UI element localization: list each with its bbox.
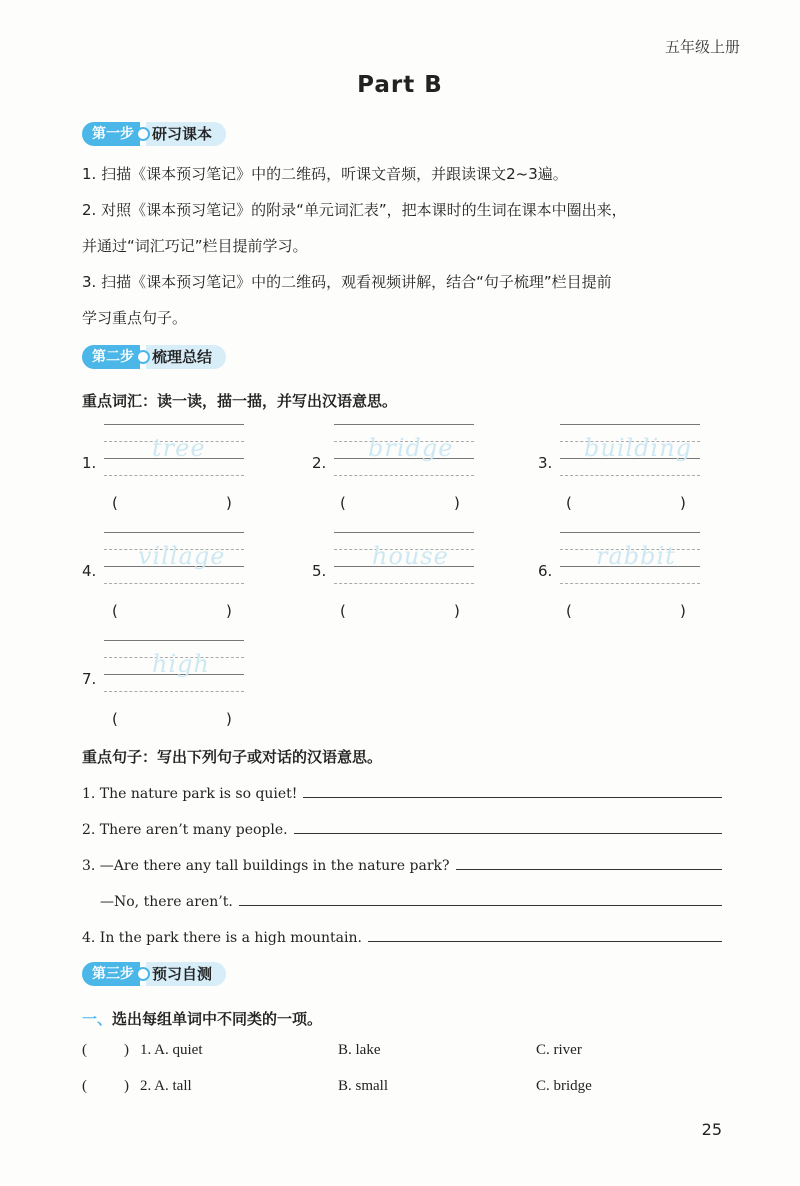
vocab-item-5 — [312, 532, 512, 642]
step-2-dot-icon — [136, 350, 150, 364]
answer-paren-close: ) — [226, 602, 232, 620]
step-2-header — [82, 345, 226, 369]
answer-paren-open: ( — [566, 602, 572, 620]
sentence-row — [100, 886, 722, 910]
choice-question-row — [82, 1078, 722, 1102]
instruction-line: 并通过“词汇巧记”栏目提前学习。 — [82, 237, 308, 255]
option-b: B. lake — [338, 1042, 381, 1058]
vocab-number: 1. — [82, 454, 97, 472]
step-2-label: 梳理总结 — [146, 345, 226, 369]
option-b: B. small — [338, 1078, 389, 1094]
step-1-label: 研习课本 — [146, 122, 226, 146]
answer-paren-open: ( — [566, 494, 572, 512]
step-2-tag: 第二步 — [82, 345, 140, 369]
section-title: 选出每组单词中不同类的一项。 — [112, 1010, 323, 1028]
grade-label: 五年级上册 — [664, 38, 740, 56]
answer-line[interactable] — [239, 905, 722, 906]
answer-paren-close: ) — [454, 602, 460, 620]
writing-grid[interactable] — [560, 424, 700, 476]
writing-grid[interactable] — [104, 532, 244, 584]
sentence-text: 1. The nature park is so quiet! — [82, 786, 298, 802]
sentence-text: 2. There aren’t many people. — [82, 822, 288, 838]
trace-word: rabbit — [596, 542, 676, 570]
writing-grid[interactable] — [334, 424, 474, 476]
writing-grid[interactable] — [104, 640, 244, 692]
vocab-item-7 — [82, 640, 282, 750]
answer-paren-open: ( — [340, 494, 346, 512]
writing-grid[interactable] — [104, 424, 244, 476]
step-3-dot-icon — [136, 967, 150, 981]
step-1-header — [82, 122, 226, 146]
answer-line[interactable] — [294, 833, 722, 834]
instruction-line: 1. 扫描《课本预习笔记》中的二维码，听课文音频，并跟读课文2~3遍。 — [82, 165, 568, 183]
option-a: 1. A. quiet — [140, 1042, 203, 1058]
trace-word: house — [372, 542, 449, 570]
answer-paren-open: ( — [112, 602, 118, 620]
sentences-heading: 重点句子：写出下列句子或对话的汉语意思。 — [82, 748, 383, 766]
answer-paren-close: ) — [124, 1042, 129, 1058]
trace-word: tree — [152, 434, 206, 462]
vocab-heading: 重点词汇：读一读，描一描，并写出汉语意思。 — [82, 392, 398, 410]
part-title: Part B — [357, 72, 443, 98]
section-number: 一、 — [82, 1010, 113, 1028]
sentence-text: 4. In the park there is a high mountain. — [82, 930, 362, 946]
answer-paren-close: ) — [680, 494, 686, 512]
choice-question-row — [82, 1042, 722, 1066]
answer-line[interactable] — [456, 869, 722, 870]
vocab-number: 7. — [82, 670, 97, 688]
vocab-item-6 — [538, 532, 738, 642]
answer-paren-close: ) — [454, 494, 460, 512]
sentence-text: 3. —Are there any tall buildings in the nature park? — [82, 858, 450, 874]
answer-paren-close: ) — [680, 602, 686, 620]
vocab-item-3 — [538, 424, 738, 534]
trace-word: building — [584, 434, 693, 462]
answer-paren-close: ) — [226, 710, 232, 728]
step-3-tag: 第三步 — [82, 962, 140, 986]
instruction-line: 3. 扫描《课本预习笔记》中的二维码，观看视频讲解，结合“句子梳理”栏目提前 — [82, 273, 612, 291]
writing-grid[interactable] — [560, 532, 700, 584]
vocab-number: 6. — [538, 562, 553, 580]
answer-paren-open: ( — [112, 494, 118, 512]
answer-paren-open: ( — [340, 602, 346, 620]
sentence-row — [82, 850, 722, 874]
option-c: C. river — [536, 1042, 582, 1058]
answer-paren-close: ) — [124, 1078, 129, 1094]
vocab-number: 5. — [312, 562, 327, 580]
answer-paren-open: ( — [112, 710, 118, 728]
step-1-instructions — [82, 156, 732, 336]
sentence-row — [82, 922, 722, 946]
answer-line[interactable] — [368, 941, 722, 942]
test-section-heading — [82, 1008, 322, 1029]
step-1-dot-icon — [136, 127, 150, 141]
trace-word: high — [152, 650, 210, 678]
instruction-line: 2. 对照《课本预习笔记》的附录“单元词汇表”，把本课时的生词在课本中圈出来， — [82, 201, 627, 219]
option-c: C. bridge — [536, 1078, 592, 1094]
trace-word: village — [138, 542, 226, 570]
answer-paren-open[interactable]: ( — [82, 1078, 87, 1094]
writing-grid[interactable] — [334, 532, 474, 584]
vocab-item-1 — [82, 424, 282, 534]
trace-word: bridge — [368, 434, 454, 462]
sentence-row — [82, 778, 722, 802]
step-3-header — [82, 962, 226, 986]
answer-paren-open[interactable]: ( — [82, 1042, 87, 1058]
sentence-row — [82, 814, 722, 838]
answer-paren-close: ) — [226, 494, 232, 512]
vocab-number: 2. — [312, 454, 327, 472]
option-a: 2. A. tall — [140, 1078, 192, 1094]
vocab-item-4 — [82, 532, 282, 642]
vocab-item-2 — [312, 424, 512, 534]
instruction-line: 学习重点句子。 — [82, 309, 188, 327]
step-1-tag: 第一步 — [82, 122, 140, 146]
answer-line[interactable] — [303, 797, 722, 798]
sentence-text: —No, there aren’t. — [100, 894, 233, 910]
page-number: 25 — [701, 1120, 722, 1139]
step-3-label: 预习自测 — [146, 962, 226, 986]
vocab-number: 4. — [82, 562, 97, 580]
vocab-number: 3. — [538, 454, 553, 472]
